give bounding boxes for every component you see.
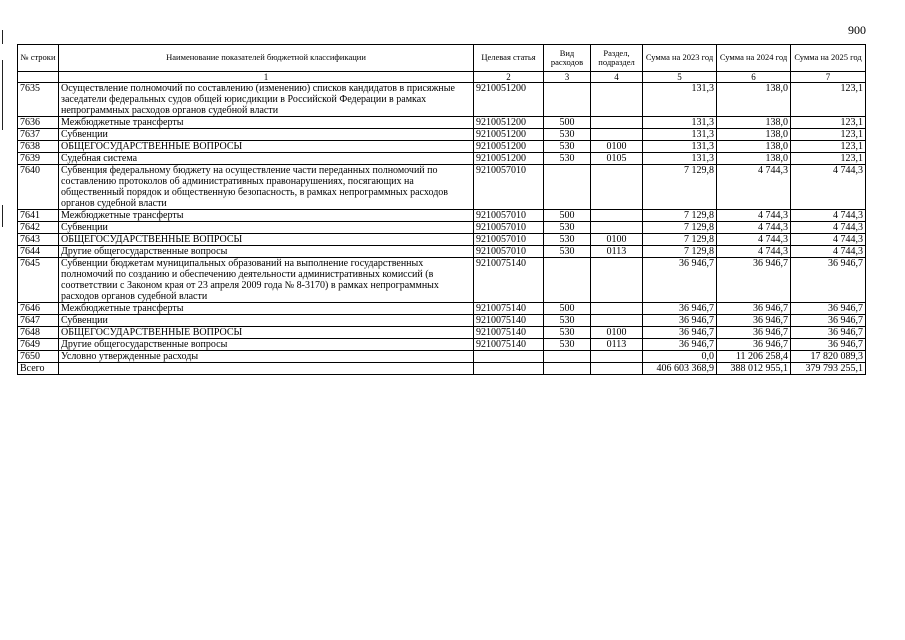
row-section [591,258,643,303]
row-target: 9210051200 [474,129,544,141]
row-type: 530 [544,234,591,246]
margin-line-lower [2,205,3,227]
budget-table [17,44,866,375]
row-sum-2023: 131,3 [643,129,717,141]
row-sum-2024: 4 744,3 [717,210,791,222]
row-name: Межбюджетные трансферты [59,210,474,222]
row-type: 500 [544,210,591,222]
row-number: 7645 [18,258,59,303]
row-sum-2023: 131,3 [643,117,717,129]
row-number: 7637 [18,129,59,141]
row-sum-2025: 123,1 [791,129,866,141]
row-target: 9210075140 [474,315,544,327]
table-row [18,303,866,315]
row-sum-2024: 11 206 258,4 [717,351,791,363]
row-target: 9210051200 [474,117,544,129]
row-target: 9210057010 [474,210,544,222]
row-section [591,303,643,315]
row-target: 9210075140 [474,327,544,339]
header-target: Целевая статья [474,45,544,72]
row-sum-2025: 36 946,7 [791,303,866,315]
table-row [18,141,866,153]
table-row [18,165,866,210]
row-sum-2023: 36 946,7 [643,327,717,339]
row-name: Условно утвержденные расходы [59,351,474,363]
row-sum-2025: 123,1 [791,153,866,165]
row-sum-2024: 138,0 [717,83,791,117]
row-target: 9210075140 [474,303,544,315]
row-section [591,210,643,222]
row-name: Субвенции [59,222,474,234]
row-target: 9210051200 [474,141,544,153]
row-section: 0105 [591,153,643,165]
row-target: 9210057010 [474,222,544,234]
header-row [18,45,866,72]
row-sum-2024: 4 744,3 [717,165,791,210]
row-number: 7646 [18,303,59,315]
row-sum-2024: 4 744,3 [717,246,791,258]
row-section [591,351,643,363]
row-section [591,222,643,234]
row-sum-2024: 36 946,7 [717,315,791,327]
total-row [18,363,866,375]
total-label: Всего [18,363,59,375]
header-row-no: № строки [18,45,59,72]
row-sum-2025: 36 946,7 [791,327,866,339]
column-number: 3 [544,72,591,83]
row-sum-2025: 36 946,7 [791,258,866,303]
row-type: 530 [544,315,591,327]
table-row [18,339,866,351]
row-sum-2025: 4 744,3 [791,234,866,246]
row-section: 0100 [591,141,643,153]
row-type: 500 [544,117,591,129]
row-section: 0100 [591,234,643,246]
table-row [18,153,866,165]
row-name: ОБЩЕГОСУДАРСТВЕННЫЕ ВОПРОСЫ [59,141,474,153]
row-number: 7641 [18,210,59,222]
row-sum-2025: 123,1 [791,83,866,117]
column-number: 4 [591,72,643,83]
total-2024: 388 012 955,1 [717,363,791,375]
row-sum-2024: 36 946,7 [717,327,791,339]
row-type: 500 [544,303,591,315]
row-number: 7648 [18,327,59,339]
column-number: 2 [474,72,544,83]
header-sum-2023: Сумма на 2023 год [643,45,717,72]
row-name: Субвенция федеральному бюджету на осуществление части переданных полномочий по составлению протоколов об административных правонарушениях, посягающих на общественный порядок и общественную безопасность, в рамках непрограммных расходов органов судебной власти [59,165,474,210]
row-number: 7643 [18,234,59,246]
total-2025: 379 793 255,1 [791,363,866,375]
row-number: 7644 [18,246,59,258]
column-number: 1 [59,72,474,83]
row-sum-2023: 36 946,7 [643,303,717,315]
table-row [18,327,866,339]
row-type: 530 [544,339,591,351]
header-sum-2024: Сумма на 2024 год [717,45,791,72]
row-sum-2025: 4 744,3 [791,165,866,210]
row-name: ОБЩЕГОСУДАРСТВЕННЫЕ ВОПРОСЫ [59,234,474,246]
row-target: 9210051200 [474,83,544,117]
row-sum-2024: 138,0 [717,129,791,141]
table-row [18,222,866,234]
table-row [18,210,866,222]
column-number: 6 [717,72,791,83]
total-2023: 406 603 368,9 [643,363,717,375]
row-type: 530 [544,129,591,141]
row-sum-2025: 4 744,3 [791,210,866,222]
header-sum-2025: Сумма на 2025 год [791,45,866,72]
row-name: Субвенции [59,129,474,141]
row-number: 7650 [18,351,59,363]
row-target: 9210051200 [474,153,544,165]
row-name: Субвенции бюджетам муниципальных образований на выполнение государственных полномочий по созданию и обеспечению деятельности административных комиссий (в соответствии с Законом края от 23 апреля 2009 года № 8-3170) в рамках непрограммных расходов органов судебной власти [59,258,474,303]
table-row [18,246,866,258]
row-sum-2024: 4 744,3 [717,222,791,234]
row-target [474,351,544,363]
row-sum-2024: 4 744,3 [717,234,791,246]
row-section [591,83,643,117]
row-type [544,83,591,117]
row-type: 530 [544,141,591,153]
row-target: 9210057010 [474,165,544,210]
row-name: Межбюджетные трансферты [59,117,474,129]
row-section [591,165,643,210]
row-section [591,117,643,129]
table-row [18,117,866,129]
row-sum-2023: 131,3 [643,153,717,165]
row-sum-2025: 36 946,7 [791,315,866,327]
row-sum-2023: 7 129,8 [643,222,717,234]
row-sum-2024: 36 946,7 [717,303,791,315]
row-target: 9210075140 [474,339,544,351]
row-sum-2023: 0,0 [643,351,717,363]
row-number: 7638 [18,141,59,153]
row-number: 7636 [18,117,59,129]
row-number: 7640 [18,165,59,210]
row-type: 530 [544,327,591,339]
header-name: Наименование показателей бюджетной классификации [59,45,474,72]
column-number: 5 [643,72,717,83]
row-sum-2025: 17 820 089,3 [791,351,866,363]
row-type [544,165,591,210]
row-name: Осуществление полномочий по составлению (изменению) списков кандидатов в присяжные заседатели федеральных судов общей юрисдикции в Российской Федерации в рамках непрограммных расходов органов судебной власти [59,83,474,117]
column-number: 7 [791,72,866,83]
row-section [591,315,643,327]
table-row [18,234,866,246]
row-sum-2025: 4 744,3 [791,246,866,258]
row-type: 530 [544,222,591,234]
row-sum-2023: 7 129,8 [643,165,717,210]
row-name: Межбюджетные трансферты [59,303,474,315]
row-name: Судебная система [59,153,474,165]
row-sum-2024: 36 946,7 [717,258,791,303]
page-number: 900 [848,23,866,37]
row-number: 7635 [18,83,59,117]
row-sum-2025: 123,1 [791,117,866,129]
row-number: 7649 [18,339,59,351]
row-type: 530 [544,153,591,165]
header-section: Раздел, подраздел [591,45,643,72]
table-row [18,129,866,141]
row-sum-2023: 7 129,8 [643,246,717,258]
row-name: ОБЩЕГОСУДАРСТВЕННЫЕ ВОПРОСЫ [59,327,474,339]
margin-line-top [2,30,3,44]
row-section: 0113 [591,246,643,258]
column-number-row [18,72,866,83]
row-type [544,258,591,303]
row-target: 9210075140 [474,258,544,303]
row-number: 7642 [18,222,59,234]
row-target: 9210057010 [474,234,544,246]
row-name: Субвенции [59,315,474,327]
table-row [18,83,866,117]
row-sum-2024: 138,0 [717,141,791,153]
row-number: 7639 [18,153,59,165]
row-sum-2023: 7 129,8 [643,210,717,222]
row-section [591,129,643,141]
row-name: Другие общегосударственные вопросы [59,339,474,351]
margin-line-middle [2,60,3,130]
row-sum-2025: 36 946,7 [791,339,866,351]
row-target: 9210057010 [474,246,544,258]
row-sum-2024: 138,0 [717,117,791,129]
row-sum-2023: 7 129,8 [643,234,717,246]
table-row [18,258,866,303]
row-number: 7647 [18,315,59,327]
table-row [18,351,866,363]
row-sum-2023: 36 946,7 [643,258,717,303]
row-sum-2023: 36 946,7 [643,315,717,327]
row-sum-2024: 36 946,7 [717,339,791,351]
header-type: Вид расходов [544,45,591,72]
row-section: 0100 [591,327,643,339]
row-sum-2025: 123,1 [791,141,866,153]
row-sum-2023: 36 946,7 [643,339,717,351]
table-row [18,315,866,327]
row-sum-2024: 138,0 [717,153,791,165]
row-sum-2025: 4 744,3 [791,222,866,234]
row-section: 0113 [591,339,643,351]
row-name: Другие общегосударственные вопросы [59,246,474,258]
row-type: 530 [544,246,591,258]
row-sum-2023: 131,3 [643,83,717,117]
row-type [544,351,591,363]
column-number [18,72,59,83]
row-sum-2023: 131,3 [643,141,717,153]
